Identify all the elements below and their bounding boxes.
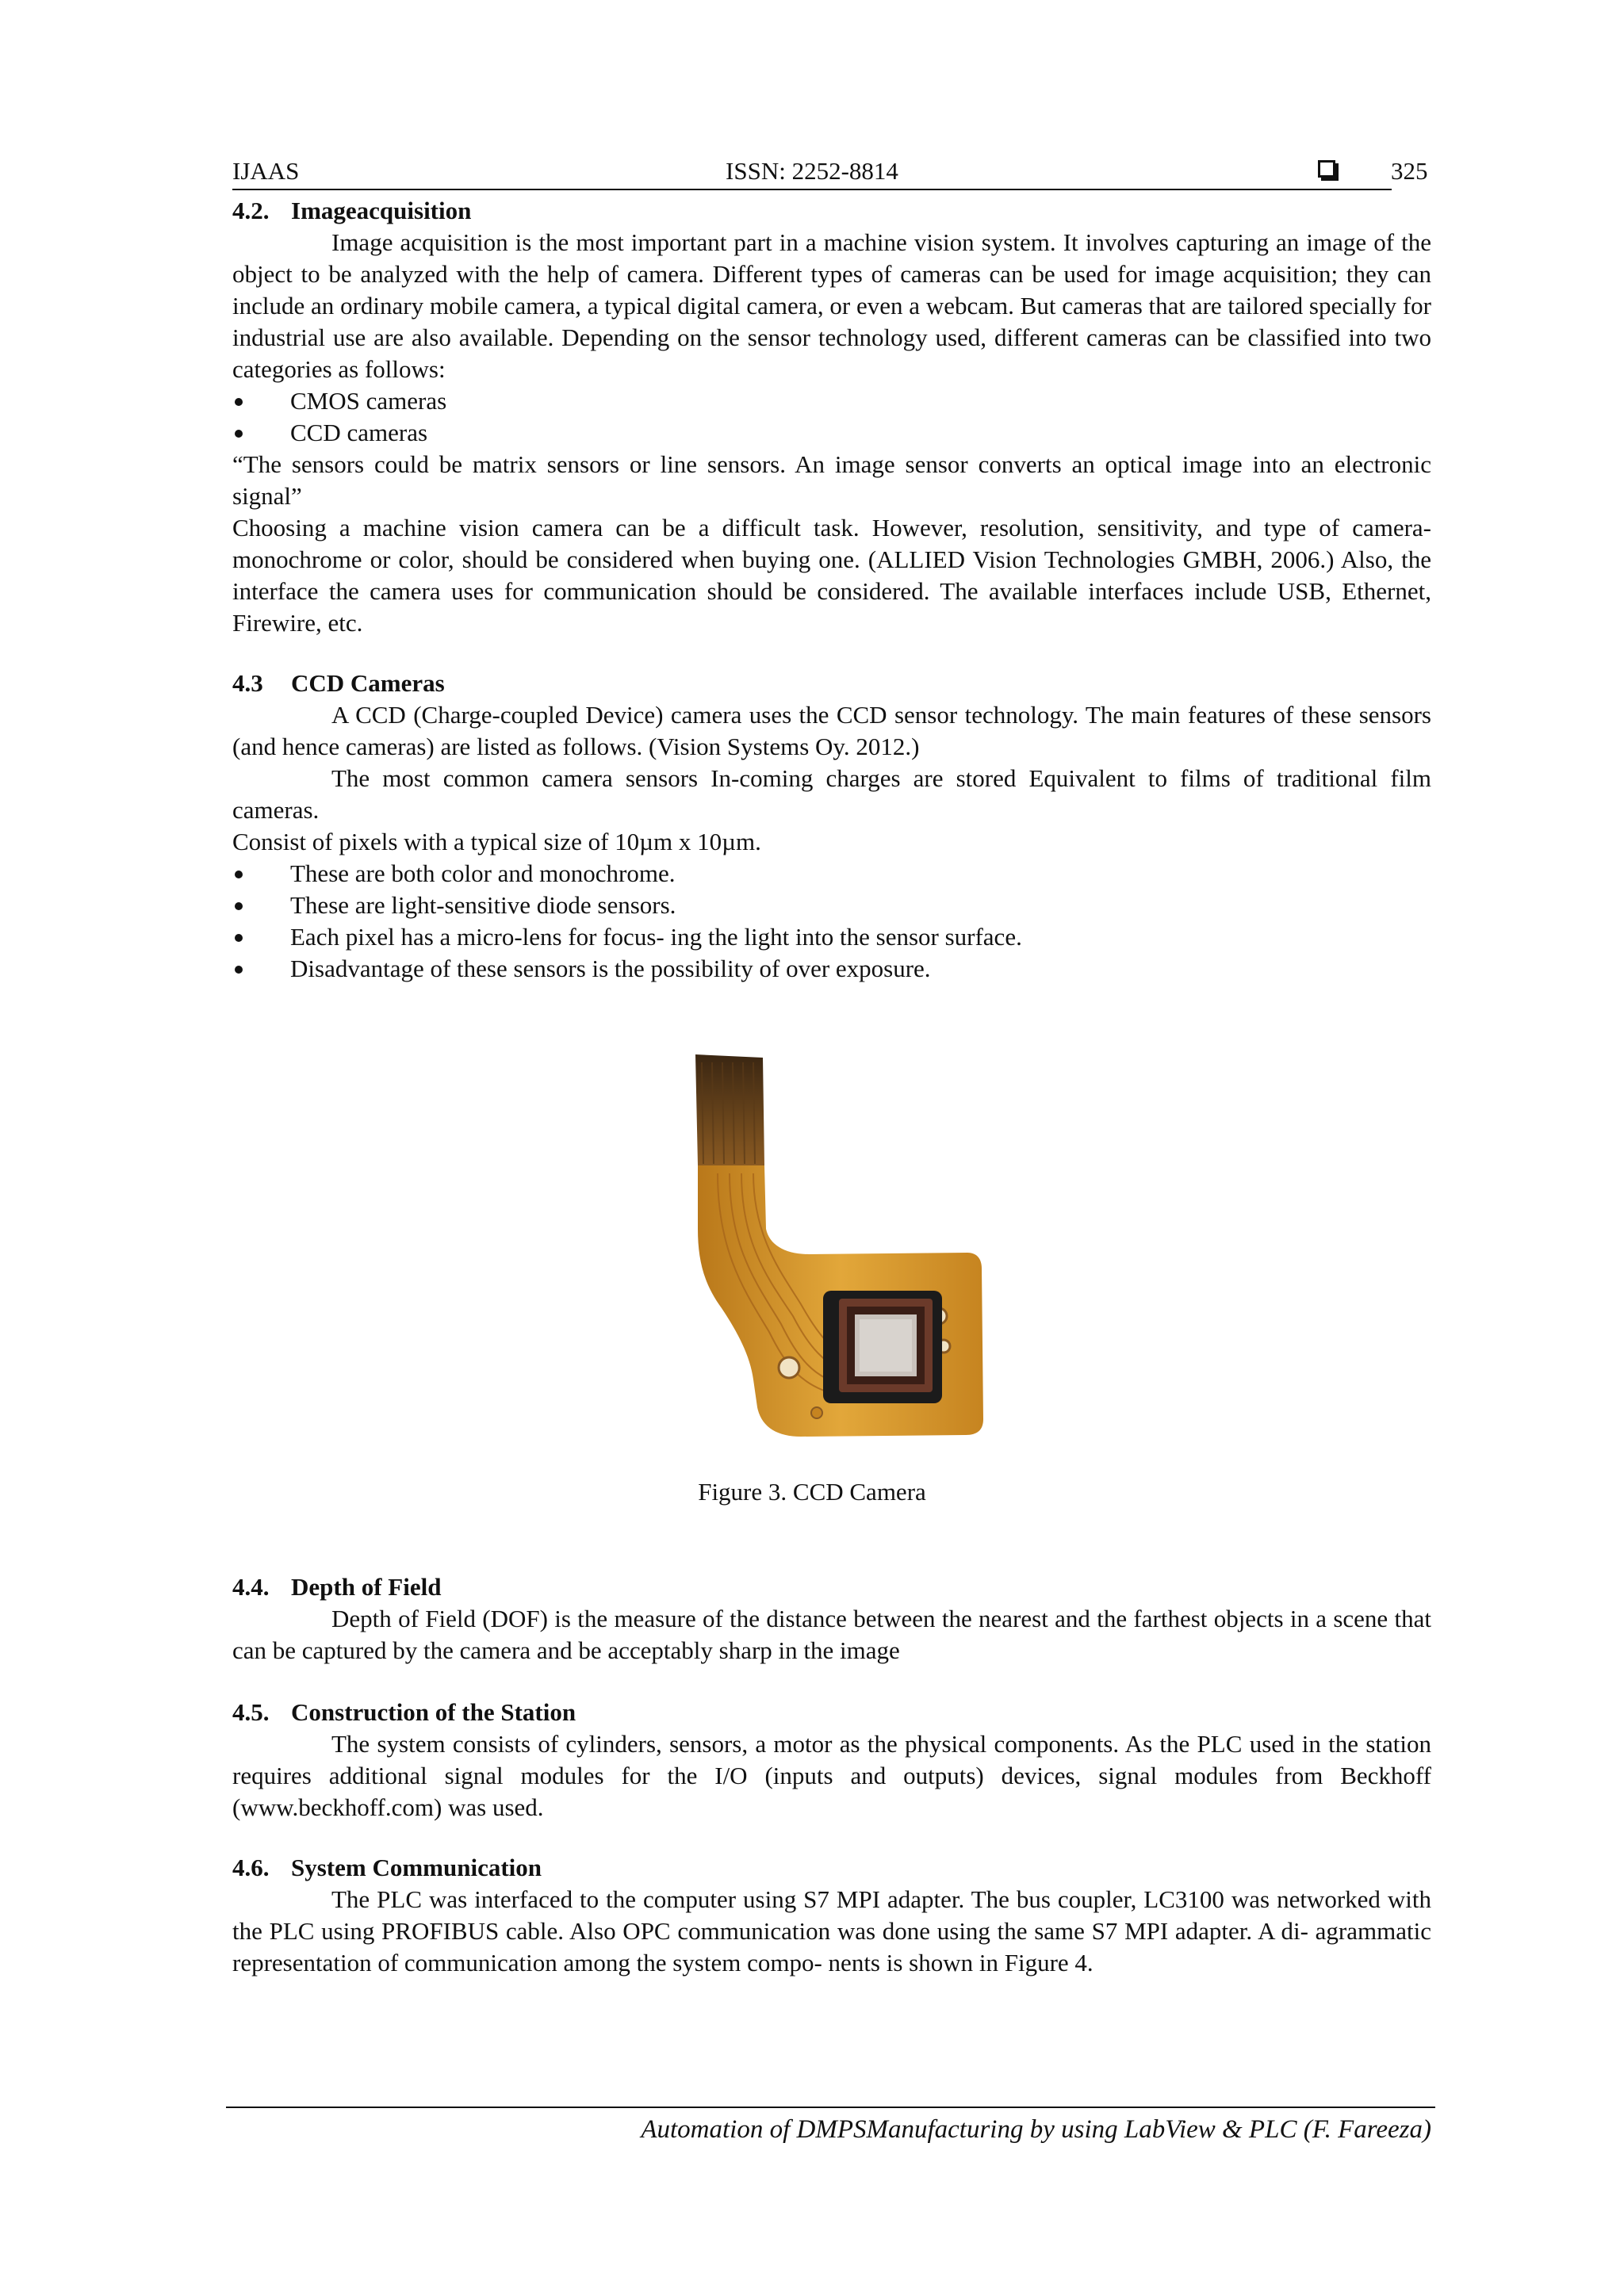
running-title: Automation of DMPSManufacturing by using LabView & PLC (F. Fareeza) — [641, 2115, 1431, 2144]
section-heading — [232, 668, 1431, 699]
footer-rule — [226, 2107, 1435, 2108]
list-item: These are both color and monochrome. — [232, 858, 1431, 890]
bullet-icon — [235, 966, 243, 974]
list-item: Each pixel has a micro-lens for focus- ing the light into the sensor surface. — [232, 921, 1431, 953]
section-heading — [232, 1697, 1431, 1728]
section-number: 4.4. — [232, 1573, 270, 1601]
section-heading — [232, 1571, 1431, 1603]
section-title: CCD Cameras — [291, 669, 445, 697]
section-4-3 — [232, 668, 1431, 985]
paragraph: Image acquisition is the most important part in a machine vision system. It involves capturing an image of the object to be analyzed with the help of camera. Different types of cameras can be used for image acquisition; they can include an ordinary mobile camera, a typical digital camera, or even a webcam. But cameras that are tailored specially for industrial use are also available. Depending on the sensor technology used, different cameras can be classified into two categories as follows: — [232, 228, 1431, 383]
journal-name: IJAAS — [232, 157, 300, 185]
bullet-icon — [235, 430, 243, 438]
page-number: 325 — [1391, 157, 1428, 185]
list-item: CCD cameras — [232, 417, 1431, 449]
section-4-2 — [232, 195, 1431, 639]
paragraph: Choosing a machine vision camera can be a difficult task. However, resolution, sensitivity, and type of camera-monochrome or color, should be considered when buying one. (ALLIED Vision Technologies GMBH, 2006.) Also, the interface the camera uses for communication should be considered. The available interfaces include USB, Ethernet, Firewire, etc. — [232, 514, 1431, 637]
solder-pad — [811, 1407, 822, 1418]
paragraph: The most common camera sensors In-coming charges are stored Equivalent to films of traditional film cameras. — [232, 764, 1431, 824]
list-item: Disadvantage of these sensors is the possibility of over exposure. — [232, 953, 1431, 985]
section-title: Construction of the Station — [291, 1698, 576, 1726]
section-title: System Communication — [291, 1854, 542, 1881]
section-heading — [232, 1852, 1431, 1884]
bullet-icon — [235, 934, 243, 942]
paragraph: The system consists of cylinders, sensors, a motor as the physical components. As the PLC used in the station requires additional signal modules for the I/O (inputs and outputs) devices, signal modules from Beckhoff (www.beckhoff.com) was used. — [232, 1730, 1431, 1821]
section-4-5 — [232, 1697, 1431, 1823]
bullet-icon — [235, 902, 243, 910]
figure-caption: Figure 3. CCD Camera — [698, 1478, 926, 1506]
mount-hole — [779, 1357, 799, 1378]
section-number: 4.3 — [232, 669, 263, 697]
quote-paragraph: “The sensors could be matrix sensors or line sensors. An image sensor converts an optical image into an electronic signal” — [232, 450, 1431, 510]
square-bullet-icon — [1318, 160, 1335, 178]
section-number: 4.6. — [232, 1854, 270, 1881]
paragraph: Consist of pixels with a typical size of 10µm x 10µm. — [232, 828, 761, 855]
list-item: These are light-sensitive diode sensors. — [232, 890, 1431, 921]
bullet-icon — [235, 871, 243, 878]
section-4-4 — [232, 1571, 1431, 1667]
paragraph: Depth of Field (DOF) is the measure of the distance between the nearest and the farthest objects in a scene that can be captured by the camera and be acceptably sharp in the image — [232, 1605, 1431, 1664]
section-number: 4.2. — [232, 197, 270, 224]
bullet-list — [232, 858, 1431, 985]
ccd-sensor-die — [860, 1319, 912, 1372]
section-title: Depth of Field — [291, 1573, 442, 1601]
paragraph: A CCD (Charge-coupled Device) camera uses the CCD sensor technology. The main features of these sensors (and hence cameras) are listed as follows. (Vision Systems Oy. 2012.) — [232, 701, 1431, 760]
ccd-camera-figure — [682, 1047, 999, 1443]
bullet-icon — [235, 398, 243, 406]
list-item: CMOS cameras — [232, 385, 1431, 417]
issn: ISSN: 2252-8814 — [726, 157, 898, 185]
section-4-6 — [232, 1852, 1431, 1979]
section-title: Imageacquisition — [291, 197, 472, 224]
section-heading — [232, 195, 1431, 227]
header-rule — [232, 189, 1392, 190]
bullet-list — [232, 385, 1431, 449]
paragraph: The PLC was interfaced to the computer using S7 MPI adapter. The bus coupler, LC3100 was networked with the PLC using PROFIBUS cable. Also OPC communication was done using the same S7 MPI adapter. A di- agrammatic representation of communication among the system compo- nents is shown in Figure 4. — [232, 1885, 1431, 1976]
section-number: 4.5. — [232, 1698, 270, 1726]
